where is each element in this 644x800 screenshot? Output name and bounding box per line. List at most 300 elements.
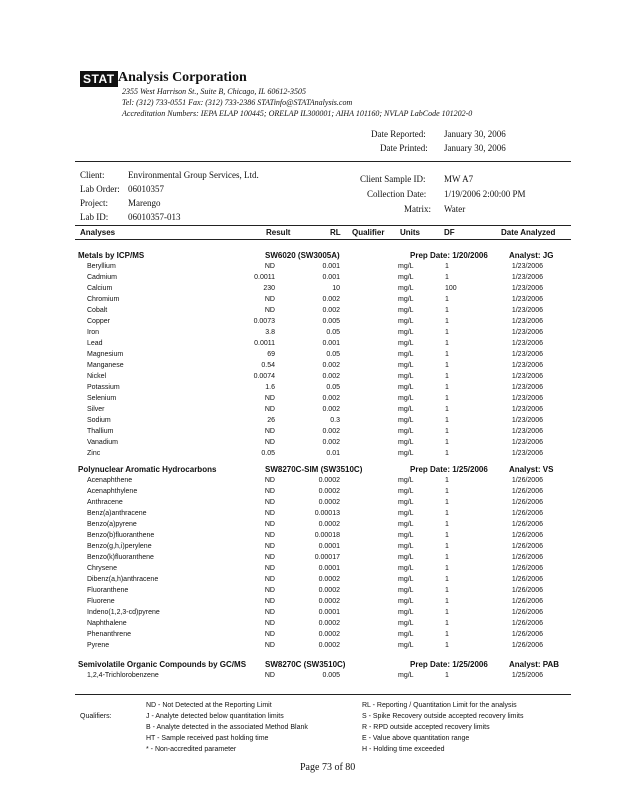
accreditation-line: Accreditation Numbers: IEPA ELAP 100445; ORELAP IL300001; AIHA 101160; NVLAP LabCode 101202-0 — [122, 109, 473, 118]
section-title: Polynuclear Aromatic Hydrocarbons — [78, 465, 217, 474]
rl-cell: 0.002 — [322, 362, 340, 369]
date-cell: 1/23/2006 — [511, 329, 543, 336]
table-row — [78, 631, 568, 641]
rl-cell: 0.002 — [322, 373, 340, 380]
units-cell: mg/L — [398, 499, 414, 506]
rl-cell: 0.0002 — [318, 499, 340, 506]
df-cell: 1 — [445, 510, 449, 517]
result-cell: 3.8 — [265, 329, 275, 336]
table-row — [78, 285, 568, 295]
date-cell: 1/26/2006 — [511, 576, 543, 583]
result-cell: ND — [264, 609, 275, 616]
table-row — [78, 554, 568, 564]
analyte-cell: Phenanthrene — [87, 631, 131, 638]
table-row — [78, 296, 568, 306]
project-value: Marengo — [128, 198, 161, 208]
result-cell: ND — [264, 554, 275, 561]
divider — [75, 694, 571, 695]
analyte-cell: Silver — [87, 406, 105, 413]
company-name: Analysis Corporation — [118, 70, 247, 85]
analyte-cell: Vanadium — [87, 439, 119, 446]
units-cell: mg/L — [398, 296, 414, 303]
rl-cell: 0.0002 — [318, 620, 340, 627]
table-row — [78, 576, 568, 586]
date-cell: 1/23/2006 — [511, 263, 543, 270]
col-result: Result — [266, 228, 291, 237]
analyte-cell: Dibenz(a,h)anthracene — [87, 576, 159, 583]
section-title: Metals by ICP/MS — [78, 251, 145, 260]
page-number: Page 73 of 80 — [300, 762, 356, 773]
table-row — [78, 274, 568, 284]
units-cell: mg/L — [398, 631, 414, 638]
col-analyses: Analyses — [80, 228, 116, 237]
date-cell: 1/26/2006 — [511, 532, 543, 539]
units-cell: mg/L — [398, 488, 414, 495]
units-cell: mg/L — [398, 307, 414, 314]
analyte-cell: Calcium — [87, 285, 113, 292]
units-cell: mg/L — [398, 543, 414, 550]
result-cell: 230 — [263, 285, 275, 292]
client-label: Client: — [80, 170, 105, 180]
rl-cell: 0.00013 — [314, 510, 340, 517]
result-cell: ND — [264, 565, 275, 572]
date-cell: 1/26/2006 — [511, 598, 543, 605]
df-cell: 1 — [445, 488, 449, 495]
rl-cell: 0.0002 — [318, 598, 340, 605]
table-row — [78, 439, 568, 449]
analyte-cell: Benzo(a)pyrene — [87, 521, 137, 528]
section-method: SW8270C-SIM (SW3510C) — [265, 465, 363, 474]
result-cell: 0.0073 — [253, 318, 275, 325]
analyte-cell: Copper — [87, 318, 110, 325]
units-cell: mg/L — [398, 351, 414, 358]
df-cell: 1 — [445, 428, 449, 435]
units-cell: mg/L — [398, 565, 414, 572]
date-reported-value: January 30, 2006 — [444, 129, 506, 139]
analyte-cell: Potassium — [87, 384, 120, 391]
df-cell: 1 — [445, 296, 449, 303]
result-cell: 1.6 — [265, 384, 275, 391]
df-cell: 1 — [445, 521, 449, 528]
rl-cell: 0.00017 — [314, 554, 340, 561]
lab-id-value: 06010357-013 — [128, 212, 181, 222]
df-cell: 1 — [445, 362, 449, 369]
df-cell: 1 — [445, 395, 449, 402]
df-cell: 1 — [445, 598, 449, 605]
date-cell: 1/23/2006 — [511, 362, 543, 369]
qualifiers-label: Qualifiers: — [80, 713, 112, 720]
qualifier-note: H - Holding time exceeded — [362, 746, 445, 753]
rl-cell: 0.001 — [322, 274, 340, 281]
table-row — [78, 395, 568, 405]
rl-cell: 0.05 — [326, 384, 340, 391]
table-row — [78, 417, 568, 427]
result-cell: ND — [264, 631, 275, 638]
df-cell: 1 — [445, 631, 449, 638]
date-cell: 1/23/2006 — [511, 395, 543, 402]
df-cell: 1 — [445, 576, 449, 583]
result-cell: ND — [264, 642, 275, 649]
rl-cell: 0.001 — [322, 263, 340, 270]
rl-cell: 0.0001 — [318, 609, 340, 616]
df-cell: 1 — [445, 554, 449, 561]
rl-cell: 0.002 — [322, 296, 340, 303]
rl-cell: 0.3 — [330, 417, 340, 424]
section-analyst: Analyst: VS — [509, 465, 554, 474]
result-cell: ND — [264, 406, 275, 413]
date-cell: 1/26/2006 — [511, 554, 543, 561]
table-row — [78, 598, 568, 608]
qualifier-note: E - Value above quantitation range — [362, 735, 470, 742]
rl-cell: 0.0002 — [318, 642, 340, 649]
table-row — [78, 672, 568, 682]
table-row — [78, 543, 568, 553]
result-cell: ND — [264, 296, 275, 303]
result-cell: ND — [264, 439, 275, 446]
analyte-cell: Chrysene — [87, 565, 117, 572]
rl-cell: 0.00018 — [314, 532, 340, 539]
table-row — [78, 510, 568, 520]
rl-cell: 0.005 — [322, 672, 340, 679]
units-cell: mg/L — [398, 395, 414, 402]
units-cell: mg/L — [398, 609, 414, 616]
address-line: 2355 West Harrison St., Suite B, Chicago, IL 60612-3505 — [122, 87, 307, 96]
col-units: Units — [400, 228, 420, 237]
table-row — [78, 263, 568, 273]
analyte-cell: Selenium — [87, 395, 117, 402]
result-cell: 0.0011 — [254, 274, 275, 281]
units-cell: mg/L — [398, 340, 414, 347]
table-row — [78, 428, 568, 438]
table-row — [78, 307, 568, 317]
rl-cell: 0.01 — [326, 450, 340, 457]
units-cell: mg/L — [398, 587, 414, 594]
units-cell: mg/L — [398, 477, 414, 484]
analyte-cell: Benzo(b)fluoranthene — [87, 532, 155, 539]
units-cell: mg/L — [398, 417, 414, 424]
result-cell: 26 — [267, 417, 275, 424]
units-cell: mg/L — [398, 373, 414, 380]
analyte-cell: Anthracene — [87, 499, 123, 506]
table-row — [78, 642, 568, 652]
df-cell: 1 — [445, 274, 449, 281]
units-cell: mg/L — [398, 510, 414, 517]
rl-cell: 0.002 — [322, 406, 340, 413]
units-cell: mg/L — [398, 274, 414, 281]
analyte-cell: Benzo(k)fluoranthene — [87, 554, 154, 561]
analyte-cell: 1,2,4-Trichlorobenzene — [87, 672, 159, 679]
df-cell: 1 — [445, 450, 449, 457]
analyte-cell: Acenaphthylene — [87, 488, 138, 495]
date-cell: 1/23/2006 — [511, 417, 543, 424]
section-analyst: Analyst: JG — [509, 251, 554, 260]
df-cell: 1 — [445, 417, 449, 424]
rl-cell: 0.0002 — [318, 631, 340, 638]
rl-cell: 0.0002 — [318, 521, 340, 528]
result-cell: ND — [264, 521, 275, 528]
collection-date-label: Collection Date: — [367, 189, 427, 199]
project-label: Project: — [80, 198, 108, 208]
units-cell: mg/L — [398, 642, 414, 649]
result-cell: 0.54 — [261, 362, 275, 369]
analyte-cell: Thallium — [87, 428, 114, 435]
result-cell: ND — [264, 532, 275, 539]
section-header — [78, 251, 568, 263]
analyte-cell: Naphthalene — [87, 620, 127, 627]
df-cell: 1 — [445, 543, 449, 550]
date-printed-label: Date Printed: — [380, 143, 428, 153]
rl-cell: 0.0002 — [318, 488, 340, 495]
result-cell: ND — [264, 620, 275, 627]
df-cell: 1 — [445, 307, 449, 314]
date-cell: 1/23/2006 — [511, 274, 543, 281]
lab-order-label: Lab Order: — [80, 184, 120, 194]
date-cell: 1/26/2006 — [511, 510, 543, 517]
result-cell: ND — [264, 395, 275, 402]
units-cell: mg/L — [398, 532, 414, 539]
analyte-cell: Manganese — [87, 362, 124, 369]
df-cell: 1 — [445, 406, 449, 413]
qualifier-note: R - RPD outside accepted recovery limits — [362, 724, 490, 731]
lab-order-value: 06010357 — [128, 184, 164, 194]
rl-cell: 0.005 — [322, 318, 340, 325]
rl-cell: 0.002 — [322, 395, 340, 402]
units-cell: mg/L — [398, 285, 414, 292]
df-cell: 1 — [445, 672, 449, 679]
result-cell: ND — [264, 499, 275, 506]
result-cell: ND — [264, 488, 275, 495]
matrix-value: Water — [444, 204, 466, 214]
table-row — [78, 521, 568, 531]
analyte-cell: Indeno(1,2,3-cd)pyrene — [87, 609, 160, 616]
analyte-cell: Beryllium — [87, 263, 116, 270]
result-cell: 0.0011 — [254, 340, 275, 347]
section-method: SW6020 (SW3005A) — [265, 251, 340, 260]
rl-cell: 0.0002 — [318, 477, 340, 484]
rl-cell: 0.0001 — [318, 565, 340, 572]
units-cell: mg/L — [398, 384, 414, 391]
df-cell: 1 — [445, 318, 449, 325]
table-row — [78, 351, 568, 361]
result-cell: 0.05 — [261, 450, 275, 457]
stat-logo: STAT — [80, 71, 118, 87]
divider — [75, 161, 571, 162]
analyte-cell: Magnesium — [87, 351, 124, 358]
col-rl: RL — [330, 228, 341, 237]
table-row — [78, 477, 568, 487]
date-cell: 1/23/2006 — [511, 406, 543, 413]
table-row — [78, 609, 568, 619]
date-cell: 1/26/2006 — [511, 620, 543, 627]
table-row — [78, 340, 568, 350]
analyte-cell: Acenaphthene — [87, 477, 133, 484]
date-cell: 1/23/2006 — [511, 340, 543, 347]
result-cell: ND — [264, 477, 275, 484]
date-cell: 1/26/2006 — [511, 587, 543, 594]
collection-date-value: 1/19/2006 2:00:00 PM — [444, 189, 526, 199]
analyte-cell: Pyrene — [87, 642, 110, 649]
date-cell: 1/23/2006 — [511, 428, 543, 435]
units-cell: mg/L — [398, 620, 414, 627]
units-cell: mg/L — [398, 521, 414, 528]
date-cell: 1/23/2006 — [511, 296, 543, 303]
analyte-cell: Cadmium — [87, 274, 117, 281]
qualifier-note: * - Non-accredited parameter — [146, 746, 237, 753]
df-cell: 1 — [445, 384, 449, 391]
date-cell: 1/23/2006 — [511, 318, 543, 325]
df-cell: 1 — [445, 340, 449, 347]
df-cell: 100 — [445, 285, 457, 292]
analyte-cell: Iron — [87, 329, 100, 336]
analyte-cell: Fluorene — [87, 598, 115, 605]
df-cell: 1 — [445, 439, 449, 446]
qualifier-note: ND - Not Detected at the Reporting Limit — [146, 702, 272, 709]
units-cell: mg/L — [398, 406, 414, 413]
client-sample-id-label: Client Sample ID: — [360, 174, 426, 184]
table-row — [78, 373, 568, 383]
section-header — [78, 660, 568, 672]
df-cell: 1 — [445, 609, 449, 616]
section-header — [78, 465, 568, 477]
analyte-cell: Lead — [87, 340, 103, 347]
table-row — [78, 499, 568, 509]
df-cell: 1 — [445, 351, 449, 358]
date-cell: 1/26/2006 — [511, 521, 543, 528]
result-cell: 0.0074 — [253, 373, 275, 380]
section-prep-date: Prep Date: 1/25/2006 — [410, 465, 488, 474]
section-analyst: Analyst: PAB — [509, 660, 560, 669]
result-cell: ND — [264, 307, 275, 314]
df-cell: 1 — [445, 499, 449, 506]
units-cell: mg/L — [398, 450, 414, 457]
section-prep-date: Prep Date: 1/20/2006 — [410, 251, 488, 260]
df-cell: 1 — [445, 620, 449, 627]
units-cell: mg/L — [398, 554, 414, 561]
df-cell: 1 — [445, 477, 449, 484]
date-cell: 1/23/2006 — [511, 307, 543, 314]
qualifier-note: RL - Reporting / Quantitation Limit for the analysis — [362, 702, 517, 709]
date-cell: 1/26/2006 — [511, 565, 543, 572]
table-row — [78, 384, 568, 394]
divider — [75, 225, 571, 226]
df-cell: 1 — [445, 565, 449, 572]
date-cell: 1/23/2006 — [511, 285, 543, 292]
df-cell: 1 — [445, 642, 449, 649]
rl-cell: 0.001 — [322, 340, 340, 347]
units-cell: mg/L — [398, 362, 414, 369]
date-cell: 1/23/2006 — [511, 439, 543, 446]
table-row — [78, 329, 568, 339]
result-cell: ND — [264, 263, 275, 270]
units-cell: mg/L — [398, 318, 414, 325]
units-cell: mg/L — [398, 329, 414, 336]
result-cell: ND — [264, 587, 275, 594]
date-cell: 1/25/2006 — [511, 672, 543, 679]
section-prep-date: Prep Date: 1/25/2006 — [410, 660, 488, 669]
rl-cell: 0.002 — [322, 428, 340, 435]
date-cell: 1/26/2006 — [511, 488, 543, 495]
analyte-cell: Benzo(g,h,i)perylene — [87, 543, 152, 550]
analyte-cell: Nickel — [87, 373, 107, 380]
units-cell: mg/L — [398, 576, 414, 583]
date-cell: 1/26/2006 — [511, 499, 543, 506]
rl-cell: 0.002 — [322, 439, 340, 446]
table-row — [78, 532, 568, 542]
date-cell: 1/26/2006 — [511, 642, 543, 649]
divider — [75, 239, 571, 240]
df-cell: 1 — [445, 587, 449, 594]
analyte-cell: Sodium — [87, 417, 111, 424]
table-row — [78, 587, 568, 597]
client-value: Environmental Group Services, Ltd. — [128, 170, 259, 180]
rl-cell: 0.002 — [322, 307, 340, 314]
units-cell: mg/L — [398, 598, 414, 605]
qualifier-note: J - Analyte detected below quantitation limits — [146, 713, 284, 720]
rl-cell: 0.05 — [326, 329, 340, 336]
section-method: SW8270C (SW3510C) — [265, 660, 346, 669]
table-row — [78, 318, 568, 328]
qualifier-note: B - Analyte detected in the associated Method Blank — [146, 724, 308, 731]
date-cell: 1/26/2006 — [511, 631, 543, 638]
analyte-cell: Fluoranthene — [87, 587, 129, 594]
date-cell: 1/23/2006 — [511, 384, 543, 391]
section-title: Semivolatile Organic Compounds by GC/MS — [78, 660, 247, 669]
col-qualifier: Qualifier — [352, 228, 385, 237]
qualifier-note: HT - Sample received past holding time — [146, 735, 269, 742]
units-cell: mg/L — [398, 263, 414, 270]
date-cell: 1/23/2006 — [511, 450, 543, 457]
date-cell: 1/26/2006 — [511, 543, 543, 550]
units-cell: mg/L — [398, 672, 414, 679]
result-cell: ND — [264, 598, 275, 605]
matrix-label: Matrix: — [404, 204, 431, 214]
lab-id-label: Lab ID: — [80, 212, 109, 222]
table-row — [78, 450, 568, 460]
rl-cell: 10 — [332, 285, 340, 292]
units-cell: mg/L — [398, 439, 414, 446]
table-row — [78, 488, 568, 498]
result-cell: 69 — [267, 351, 275, 358]
df-cell: 1 — [445, 263, 449, 270]
df-cell: 1 — [445, 329, 449, 336]
date-cell: 1/26/2006 — [511, 609, 543, 616]
table-row — [78, 620, 568, 630]
rl-cell: 0.0001 — [318, 543, 340, 550]
df-cell: 1 — [445, 532, 449, 539]
date-cell: 1/23/2006 — [511, 351, 543, 358]
rl-cell: 0.0002 — [318, 576, 340, 583]
df-cell: 1 — [445, 373, 449, 380]
col-df: DF — [444, 228, 455, 237]
analyte-cell: Zinc — [87, 450, 101, 457]
result-cell: ND — [264, 510, 275, 517]
analyte-cell: Chromium — [87, 296, 120, 303]
analyte-cell: Cobalt — [87, 307, 108, 314]
result-cell: ND — [264, 428, 275, 435]
date-cell: 1/23/2006 — [511, 373, 543, 380]
col-date-analyzed: Date Analyzed — [501, 228, 556, 237]
result-cell: ND — [264, 672, 275, 679]
date-printed-value: January 30, 2006 — [444, 143, 506, 153]
qualifier-note: S - Spike Recovery outside accepted recovery limits — [362, 713, 524, 720]
table-row — [78, 362, 568, 372]
result-cell: ND — [264, 576, 275, 583]
table-row — [78, 565, 568, 575]
analyte-cell: Benz(a)anthracene — [87, 510, 147, 517]
rl-cell: 0.0002 — [318, 587, 340, 594]
units-cell: mg/L — [398, 428, 414, 435]
table-row — [78, 406, 568, 416]
